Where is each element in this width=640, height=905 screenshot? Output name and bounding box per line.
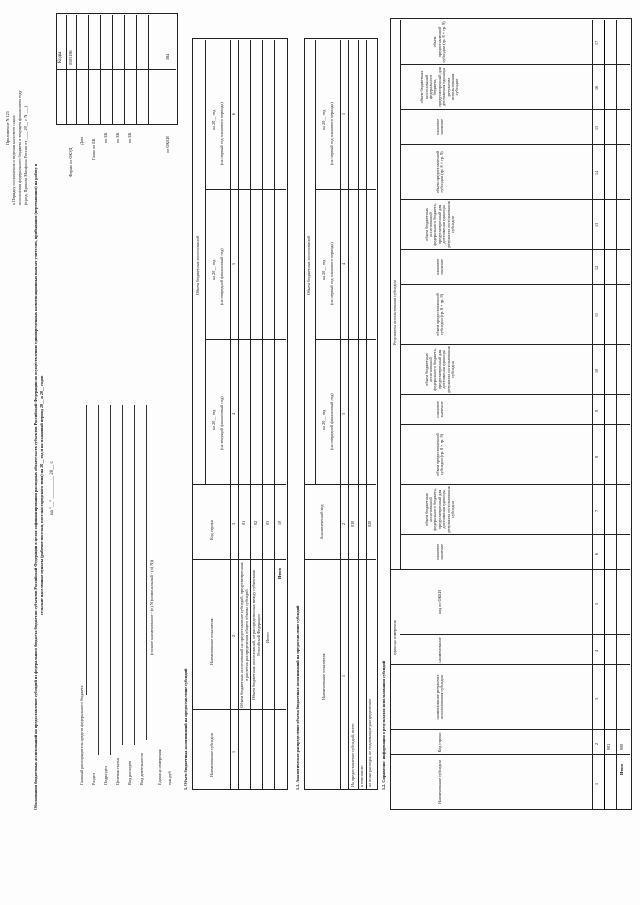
s1-col-indicator: Наименование показателя <box>209 618 214 665</box>
s12-col-share-4: объем предоставленной субсидии (гр. 8 × гр. 9) <box>432 21 447 63</box>
s1-col-year2: на 20__ год <box>211 259 216 280</box>
s12-num-10: 10 <box>594 368 599 373</box>
s12-num-5: 5 <box>594 602 599 605</box>
s11-num-5: 5 <box>341 112 346 115</box>
section11-title: 1.1. Аналитическое распределение объема бюджетных ассигнований на предоставление субсидий <box>295 605 300 790</box>
s12-col-okei: код по ОКЕИ <box>436 590 442 614</box>
s12-row1-code: 001 <box>606 743 611 750</box>
s12-col-planned-1: плановое значение <box>434 543 444 561</box>
codes-row-bk3: по БК <box>127 132 132 143</box>
s12-col-result: наименование результата использования субсидии <box>434 674 444 720</box>
s12-col-planned-2: плановое значение <box>434 401 444 418</box>
s1-num-6: 6 <box>231 112 236 115</box>
s11-col-year3-sub: (на первый год планового периода) <box>329 102 334 165</box>
s11-row3-code: 020 <box>367 520 372 527</box>
appendix-line1: Приложение N 125 <box>5 111 10 145</box>
s12-col-planned-3: плановое значение <box>434 258 444 276</box>
s1-row3-text: Итого <box>265 632 270 643</box>
s1-total-label: Итого <box>277 567 282 579</box>
s12-num-17: 17 <box>594 40 599 45</box>
codes-form-label: Форма по ОКУД <box>68 147 73 177</box>
s1-row2-text: Объем бюджетных ассигнований, не распределенных между субъектами Российской Федерации <box>251 570 261 700</box>
field-unit-value: тыс.руб <box>167 771 172 785</box>
s11-num-3: 3 <box>341 412 346 415</box>
s12-num-8: 8 <box>594 455 599 458</box>
field-target: Целевая статья <box>115 758 120 785</box>
s12-total-label: Итого <box>619 763 624 775</box>
s12-col-unit: единица измерения <box>392 620 397 655</box>
s12-num-6: 6 <box>594 552 599 555</box>
codes-row-date: Дата <box>79 136 84 145</box>
s1-col-subsidy: Наименование субсидии <box>209 733 214 777</box>
s1-col-year2-sub: (на очередной финансовый год) <box>219 248 224 305</box>
s1-num-1: 1 <box>231 750 236 753</box>
s11-col-year1-sub: (на очередной финансовый год) <box>329 393 334 450</box>
section1-title: 1. Объем бюджетных ассигнований на предоставление субсидий <box>183 668 188 790</box>
s12-num-4: 4 <box>594 649 599 652</box>
s12-col-volume-2: объем бюджетных ассигнований федерального бюджета, предусмотренный для достижения единицы результата использования субсидии <box>423 346 456 393</box>
s1-row3-code: 03 <box>265 520 270 525</box>
s12-col-volume-3: объем бюджетных ассигнований федерального бюджета, предусмотренный для достижения единицы результата использования субсидии <box>423 201 456 248</box>
s1-num-4: 4 <box>231 412 236 415</box>
s1-col-group: Объем бюджетных ассигнований <box>195 235 200 295</box>
field-subsection: Подраздел <box>103 766 108 785</box>
s12-num-13: 13 <box>594 222 599 227</box>
document-title-line1: Обоснования бюджетных ассигнований на предоставление субсидий из федерального бюджета бюджетам субъектов Российской Федерации в целях софинансирования расходных обязательств субъектов Российской Федерации по осуществлению единовременных компенсационных выплат учителям, прибывшим (переехавшим) на работу в <box>33 163 38 810</box>
s11-col-year3: на 20__ год <box>321 109 326 130</box>
appendix-line2: к Порядку составления и ведения кассового плана <box>11 115 16 205</box>
s12-num-2: 2 <box>594 742 599 745</box>
s12-col-code: Код строки <box>436 732 442 753</box>
s11-col-code: Аналитический код <box>318 504 324 540</box>
s1-col-year3: на 20__ год <box>211 109 216 130</box>
s11-row1-code: 010 <box>350 520 355 527</box>
s12-num-3: 3 <box>594 697 599 700</box>
s1-num-3: 3 <box>231 522 236 525</box>
s11-col-year2: на 20__ год <box>321 259 326 280</box>
s12-col-subsidy: Наименование субсидии <box>436 760 442 804</box>
s11-num-2: 2 <box>341 522 346 525</box>
s1-col-year1: на 20__ год <box>211 409 216 430</box>
s11-row2-text: в том числе: <box>359 765 364 787</box>
appendix-line4: (в ред. Приказа Минфина России от ____ 20__ г. N ___) <box>23 105 28 205</box>
s12-num-11: 11 <box>594 312 599 317</box>
document-title-line2: сельские населенные пункты (рабочие поселки, поселки городского типа) на 20__ год и на плановый период 20__ и 20__ годов <box>39 375 44 615</box>
s12-num-7: 7 <box>594 509 599 512</box>
s12-num-15: 15 <box>594 125 599 130</box>
s12-row2-code: 900 <box>619 743 624 750</box>
s1-col-code: Код строки <box>209 520 214 540</box>
codes-row-bk2: по БК <box>115 132 120 143</box>
s12-col-planned-4: плановое значение <box>434 118 444 136</box>
s11-row1-text: На предоставление субсидий, всего <box>350 723 355 787</box>
s1-row1-text: Объем бюджетных ассигнований на предоставление субсидий, предусмотренных в расчетах распределения общего объема субсидий <box>239 562 249 708</box>
field-unit: Единица измерения: <box>157 748 162 785</box>
document-date: на "__" _________ 20__ г. <box>50 460 55 515</box>
s12-num-1: 1 <box>594 782 599 785</box>
s12-col-volume-1: объем бюджетных ассигнований федерального бюджета, предусмотренный для достижения единицы результата использования субсидии <box>423 486 456 533</box>
codes-form-value: 0505186 <box>68 50 73 65</box>
s12-num-14: 14 <box>594 170 599 175</box>
codes-row-bk1: по БК <box>103 132 108 143</box>
s11-col-year1: на 20__ год <box>321 409 326 430</box>
s12-col-share-2: объем предоставленной субсидии (гр. 8 × гр. 9) <box>434 293 444 336</box>
s1-num-5: 5 <box>231 262 236 265</box>
s12-col-group: Результаты использования субсидии <box>392 280 397 345</box>
field-section: Раздел <box>91 773 96 785</box>
s11-col-indicator: Наименование показателя <box>321 653 326 700</box>
s1-num-2: 2 <box>231 634 236 637</box>
codes-row-glava: Глава по БК <box>91 138 96 160</box>
field-activity-type: Вид деятельности <box>139 752 144 785</box>
s11-col-group: Объем бюджетных ассигнований <box>306 235 311 295</box>
s12-num-16: 16 <box>594 85 599 90</box>
codes-header: Коды <box>58 51 63 63</box>
s11-col-year2-sub: (на первый год планового периода) <box>329 242 334 305</box>
field-expense-type: Вид расходов <box>127 760 132 785</box>
s11-row3-text: на иные расходы, не подлежащие распределению <box>367 698 372 787</box>
s12-col-unit-name: наименование <box>436 637 442 663</box>
s12-num-9: 9 <box>594 409 599 412</box>
codes-okei-value: 384 <box>165 53 170 60</box>
s1-col-year3-sub: (на первый год планового периода) <box>219 102 224 165</box>
s1-row1-code: 01 <box>241 520 246 525</box>
section12-title: 1.2. Справочно: информация о результатах использования субсидий <box>381 660 386 790</box>
s12-num-12: 12 <box>594 265 599 270</box>
s11-num-1: 1 <box>341 674 346 677</box>
field-annotation: (полное наименование - (n) N (номинальный - (n) N)) <box>149 559 154 655</box>
s11-num-4: 4 <box>341 262 346 265</box>
appendix-line3: исполнения федерального бюджета в текущем финансовом году <box>17 90 22 205</box>
s1-col-year1-sub: (на текущий финансовый год) <box>219 396 224 450</box>
s12-col-volume-4: объем бюджетных ассигнований федерального бюджета, предусмотренный для достижения единицы результата использования субсидии <box>419 67 460 107</box>
s1-total-code: 10 <box>277 520 282 525</box>
codes-row-okei: по ОКЕИ <box>165 136 170 153</box>
s12-col-share-3: объем предоставленной субсидии (гр. 8 × гр. 9) <box>434 150 444 194</box>
field-distributor: Главный распорядитель средств федерального бюджета <box>79 685 84 785</box>
s1-row2-code: 02 <box>253 520 258 525</box>
s12-col-share-1: объем предоставленной субсидии (гр. 8 × гр. 9) <box>434 433 444 476</box>
